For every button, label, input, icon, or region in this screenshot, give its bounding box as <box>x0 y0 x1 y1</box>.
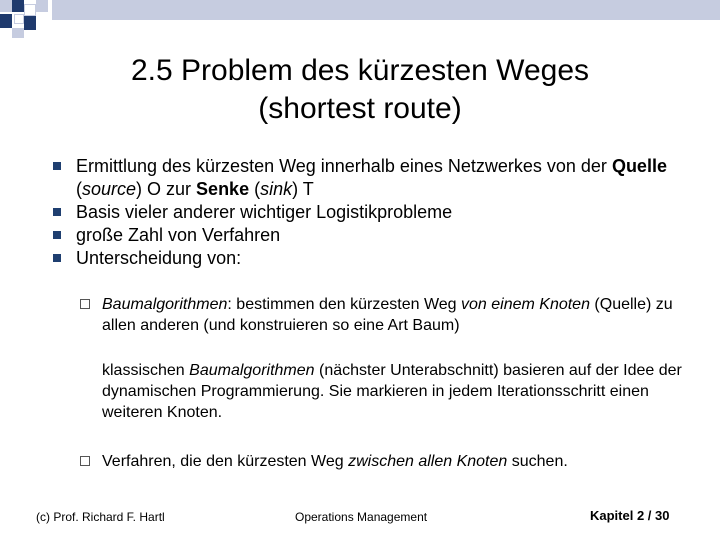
sub-item-tree-algorithms <box>102 294 682 336</box>
italic-run: zwischen allen Knoten <box>348 453 508 470</box>
sub-item-text <box>102 453 568 470</box>
hollow-square-bullet-icon <box>80 456 90 466</box>
text-run: (nächster Unterabschnitt) basieren auf der Idee der dynamischen Programmierung. Sie markieren in jedem Iterationsschritt einen weiteren Knoten. <box>102 362 682 421</box>
deco-bar <box>52 0 720 20</box>
bold-run: Senke <box>196 179 250 199</box>
italic-run: sink <box>260 179 293 199</box>
bullet-text <box>76 202 452 222</box>
deco-square <box>24 4 36 16</box>
deco-square <box>0 14 12 28</box>
italic-run: von einem Knoten <box>461 296 590 313</box>
text-run: große Zahl von Verfahren <box>76 225 281 245</box>
square-bullet-icon <box>53 231 61 239</box>
text-run: : bestimmen den kürzesten Weg <box>227 296 461 313</box>
text-run: Verfahren, die den kürzesten Weg <box>102 453 349 470</box>
text-run: ( <box>76 179 82 199</box>
bullet-item <box>50 247 690 270</box>
text-run: Ermittlung des kürzesten Weg innerhalb eines Netzwerkes von der <box>76 156 612 176</box>
text-run: (Quelle) zu allen anderen (und konstruieren so eine Art Baum) <box>102 296 673 334</box>
text-run: ) T <box>292 179 314 199</box>
deco-square <box>12 0 24 12</box>
deco-square <box>0 0 12 12</box>
sub-item-note <box>102 360 682 423</box>
deco-square <box>36 0 48 12</box>
italic-run: source <box>82 179 137 199</box>
text-run: ( <box>249 179 261 199</box>
bullet-list <box>50 155 690 276</box>
deco-square <box>24 16 36 30</box>
bullet-text <box>76 248 241 268</box>
text-run: Basis vieler anderer wichtiger Logistikprobleme <box>76 202 453 222</box>
slide-title <box>60 52 660 128</box>
hollow-square-bullet-icon <box>80 299 90 309</box>
bullet-item <box>50 201 690 224</box>
square-bullet-icon <box>53 162 61 170</box>
text-run: suchen. <box>507 453 568 470</box>
italic-run: Baumalgorithmen <box>102 296 228 313</box>
title-line-1: 2.5 Problem des kürzesten Weges <box>130 54 589 87</box>
footer-author: (c) Prof. Richard F. Hartl <box>36 510 165 524</box>
text-run: Unterscheidung von: <box>76 248 242 268</box>
sub-item-text <box>102 296 673 334</box>
text-run: ) O zur <box>136 179 197 199</box>
deco-square <box>12 28 24 38</box>
bullet-item <box>50 224 690 247</box>
square-bullet-icon <box>53 208 61 216</box>
footer-page: Kapitel 2 / 30 <box>590 508 670 523</box>
italic-run: Baumalgorithmen <box>189 362 315 379</box>
bullet-text <box>76 156 667 199</box>
bullet-text <box>76 225 280 245</box>
bold-run: Quelle <box>611 156 667 176</box>
bullet-item <box>50 155 690 201</box>
footer-course: Operations Management <box>295 510 428 524</box>
sub-item-all-pairs <box>102 451 682 472</box>
deco-square <box>14 14 24 24</box>
title-line-2: (shortest route) <box>258 92 462 125</box>
square-bullet-icon <box>53 254 61 262</box>
text-run: klassischen <box>102 362 190 379</box>
sub-item-text <box>102 362 682 421</box>
